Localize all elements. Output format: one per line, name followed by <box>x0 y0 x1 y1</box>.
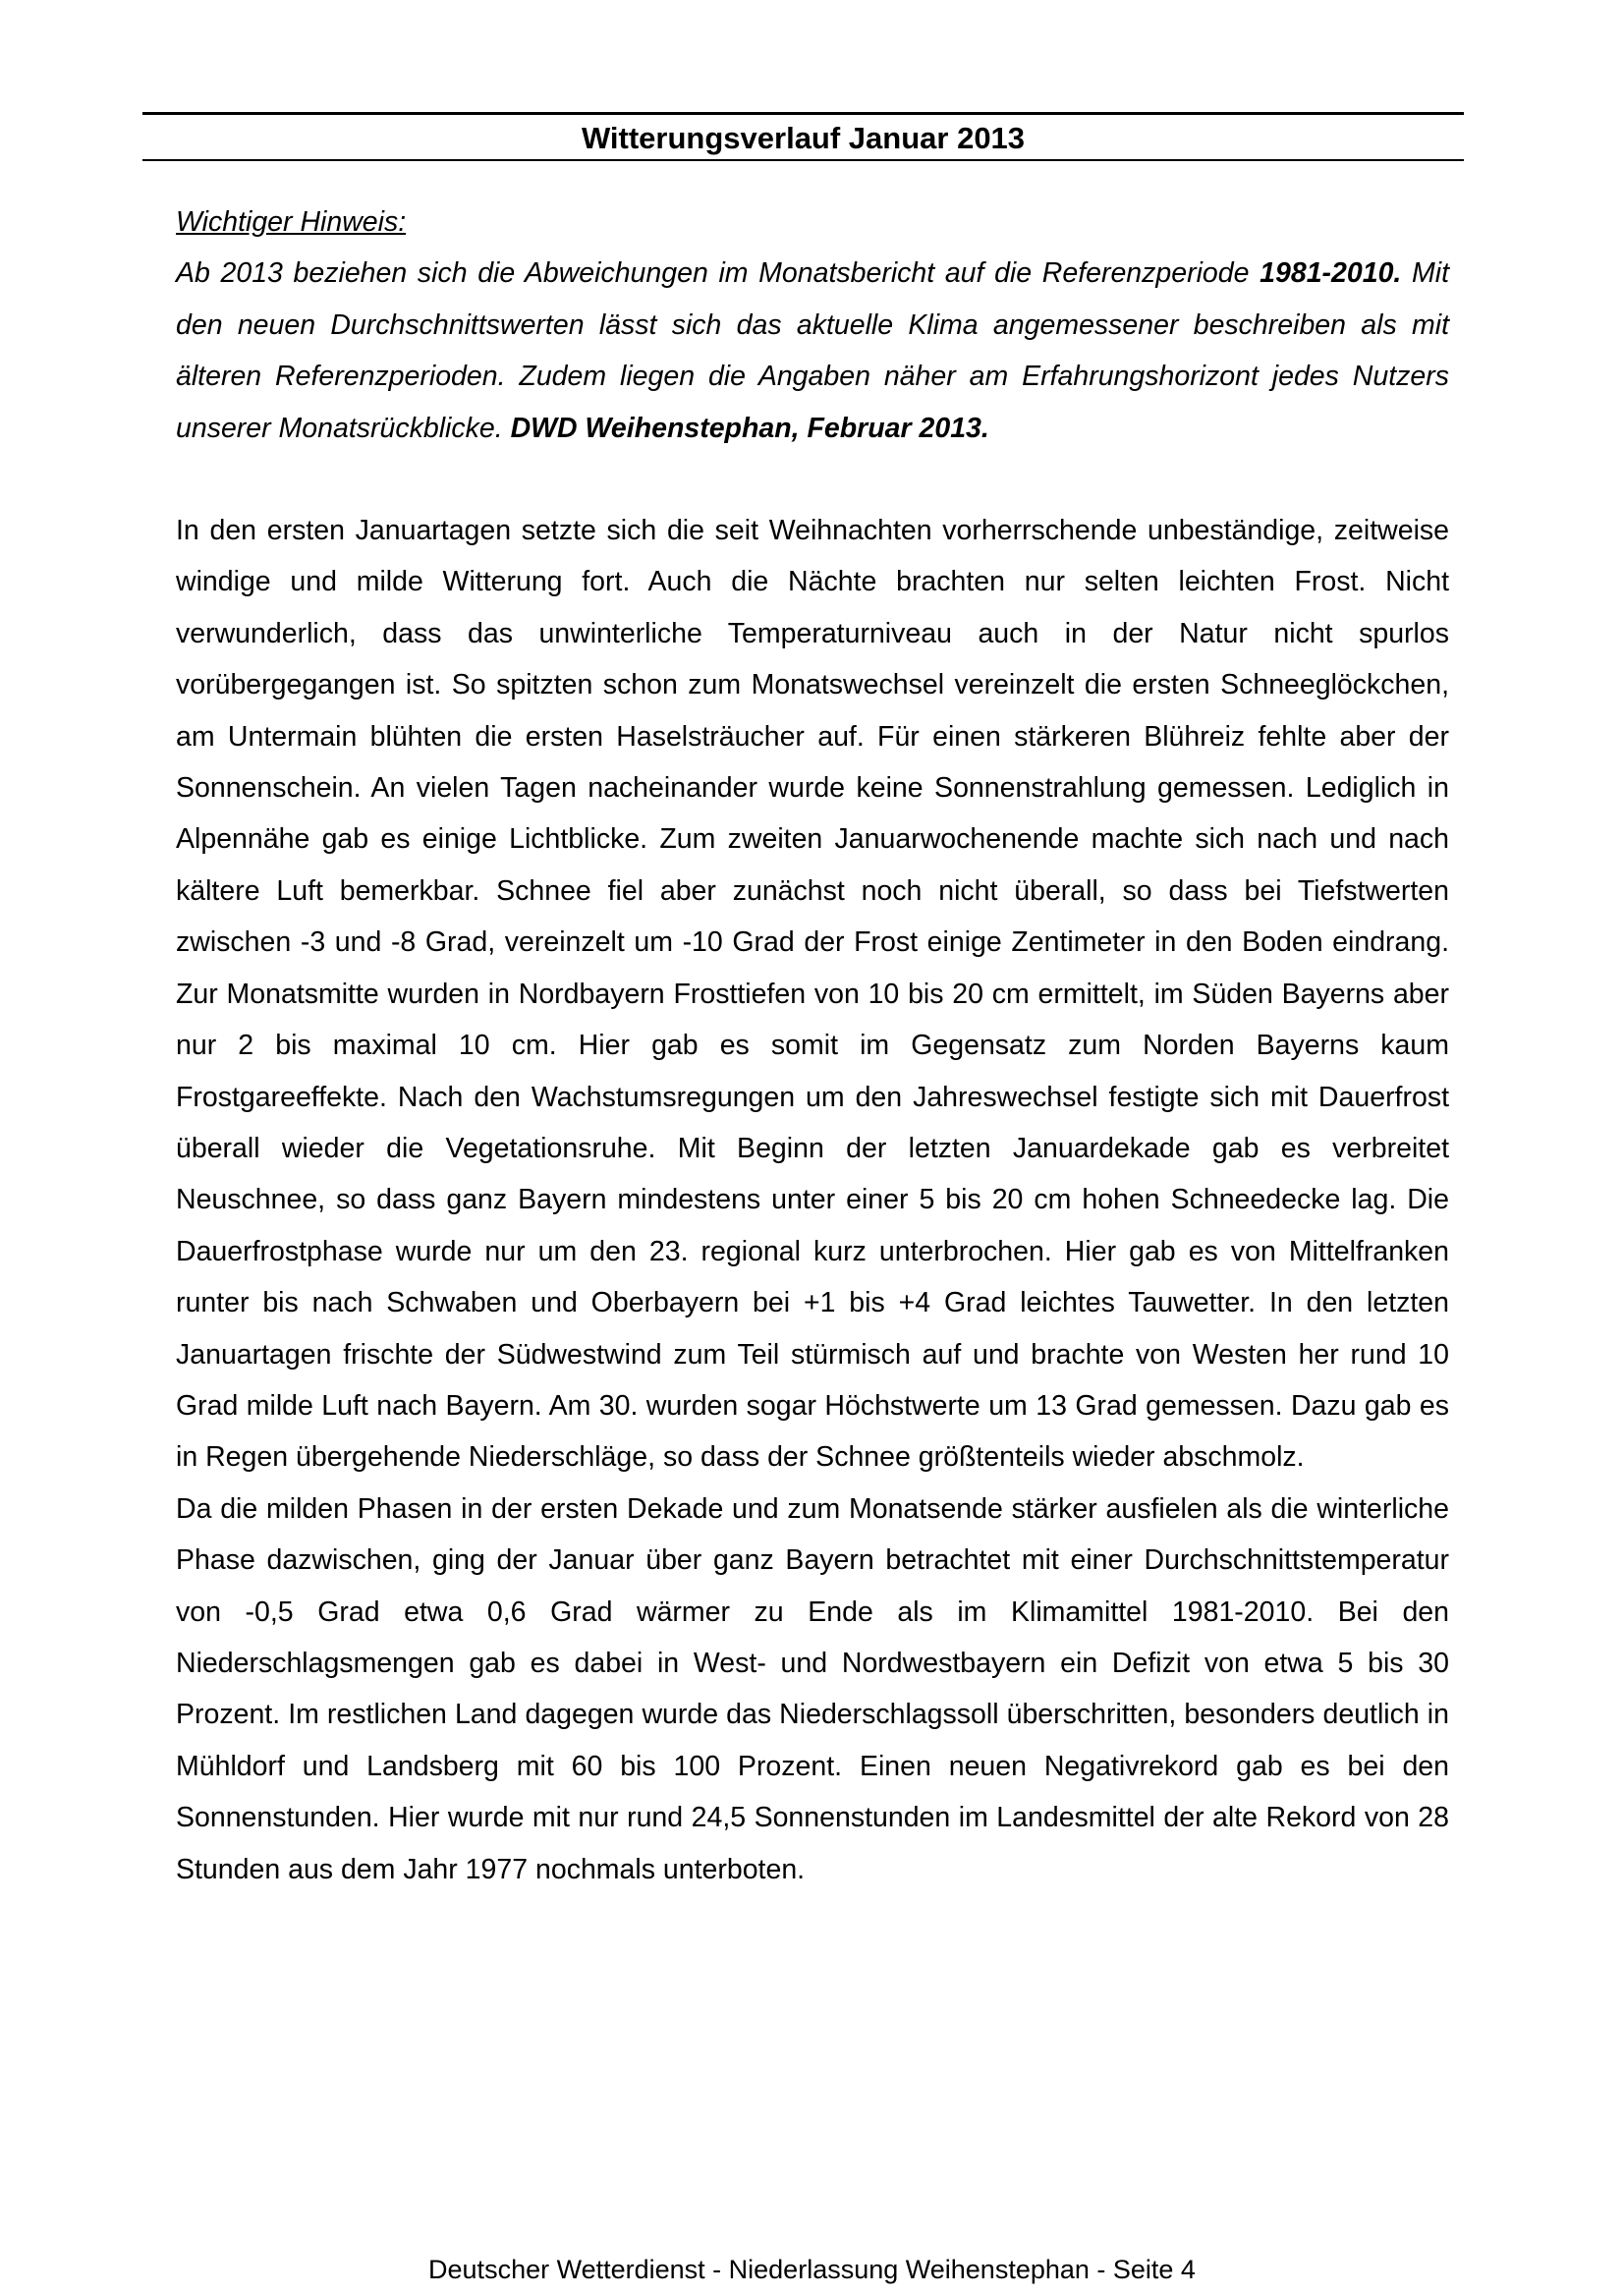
note-bold-signature: DWD Weihenstephan, Februar 2013. <box>510 412 989 444</box>
title-rule-top <box>142 112 1464 115</box>
body-paragraph-1: In den ersten Januartagen setzte sich die seit Weihnachten vorherrschende unbeständige, zeitweise windige und milde Witterung fort. Auch die Nächte brachten nur selten leichten Frost. Nicht verwunderlich, dass das unwinterliche Temperaturniveau auch in der Natur nicht spurlos vorübergegangen ist. So spitzten schon zum Monatswechsel vereinzelt die ersten Schneeglöckchen, am Untermain blühten die ersten Haselsträucher auf. Für einen stärkeren Blühreiz fehlte aber der Sonnenschein. An vielen Tagen nacheinander wurde keine Sonnenstrahlung gemessen. Lediglich in Alpennähe gab es einige Lichtblicke. Zum zweiten Januarwochenende machte sich nach und nach kältere Luft bemerkbar. Schnee fiel aber zunächst noch nicht überall, so dass bei Tiefstwerten zwischen -3 und -8 Grad, vereinzelt um -10 Grad der Frost einige Zentimeter in den Boden eindrang. Zur Monatsmitte wurden in Nordbayern Frosttiefen von 10 bis 20 cm ermittelt, im Süden Bayerns aber nur 2 bis maximal 10 cm. Hier gab es somit im Gegensatz zum Norden Bayerns kaum Frostgareeffekte. Nach den Wachstumsregungen um den Jahreswechsel festigte sich mit Dauerfrost überall wieder die Vegetationsruhe. Mit Beginn der letzten Januardekade gab es verbreitet Neuschnee, so dass ganz Bayern mindestens unter einer 5 bis 20 cm hohen Schneedecke lag. Die Dauerfrostphase wurde nur um den 23. regional kurz unterbrochen. Hier gab es von Mittelfranken runter bis nach Schwaben und Oberbayern bei +1 bis +4 Grad leichtes Tauwetter. In den letzten Januartagen frischte der Südwestwind zum Teil stürmisch auf und brachte von Westen her rund 10 Grad milde Luft nach Bayern. Am 30. wurden sogar Höchstwerte um 13 Grad gemessen. Dazu gab es in Regen übergehende Niederschläge, so dass der Schnee größtenteils wieder abschmolz. <box>176 515 1449 1474</box>
note-heading: Wichtiger Hinweis: <box>176 206 407 238</box>
page-footer: Deutscher Wetterdienst - Niederlassung Weihenstephan - Seite 4 <box>428 2255 1196 2284</box>
page-title: Witterungsverlauf Januar 2013 <box>581 121 1026 155</box>
note-paragraph <box>176 248 1449 454</box>
body-paragraph-2: Da die milden Phasen in der ersten Dekade und zum Monatsende stärker ausfielen als die winterliche Phase dazwischen, ging der Januar über ganz Bayern betrachtet mit einer Durchschnittstemperatur von -0,5 Grad etwa 0,6 Grad wärmer zu Ende als im Klimamittel 1981-2010. Bei den Niederschlagsmengen gab es dabei in West- und Nordwestbayern ein Defizit von etwa 5 bis 30 Prozent. Im restlichen Land dagegen wurde das Niederschlagssoll überschritten, besonders deutlich in Mühldorf und Landsberg mit 60 bis 100 Prozent. Einen neuen Negativrekord gab es bei den Sonnenstunden. Hier wurde mit nur rund 24,5 Sonnenstunden im Landesmittel der alte Rekord von 28 Stunden aus dem Jahr 1977 nochmals unterboten. <box>176 1492 1449 1885</box>
title-rule-bottom <box>142 159 1464 161</box>
note-text-1: Ab 2013 beziehen sich die Abweichungen im Monatsbericht auf die Referenzperiode <box>176 257 1260 290</box>
note-bold-period: 1981-2010. <box>1260 257 1402 290</box>
note-text-2: Mit den neuen Durchschnittswerten lässt sich das aktuelle Klima angemessener beschreiben als mit älteren Referenzperioden. Zudem liegen die Angaben näher am Erfahrungshorizont jedes Nutzers unserer Monatsrückblicke. <box>176 257 1449 444</box>
document-body <box>176 196 1449 1895</box>
